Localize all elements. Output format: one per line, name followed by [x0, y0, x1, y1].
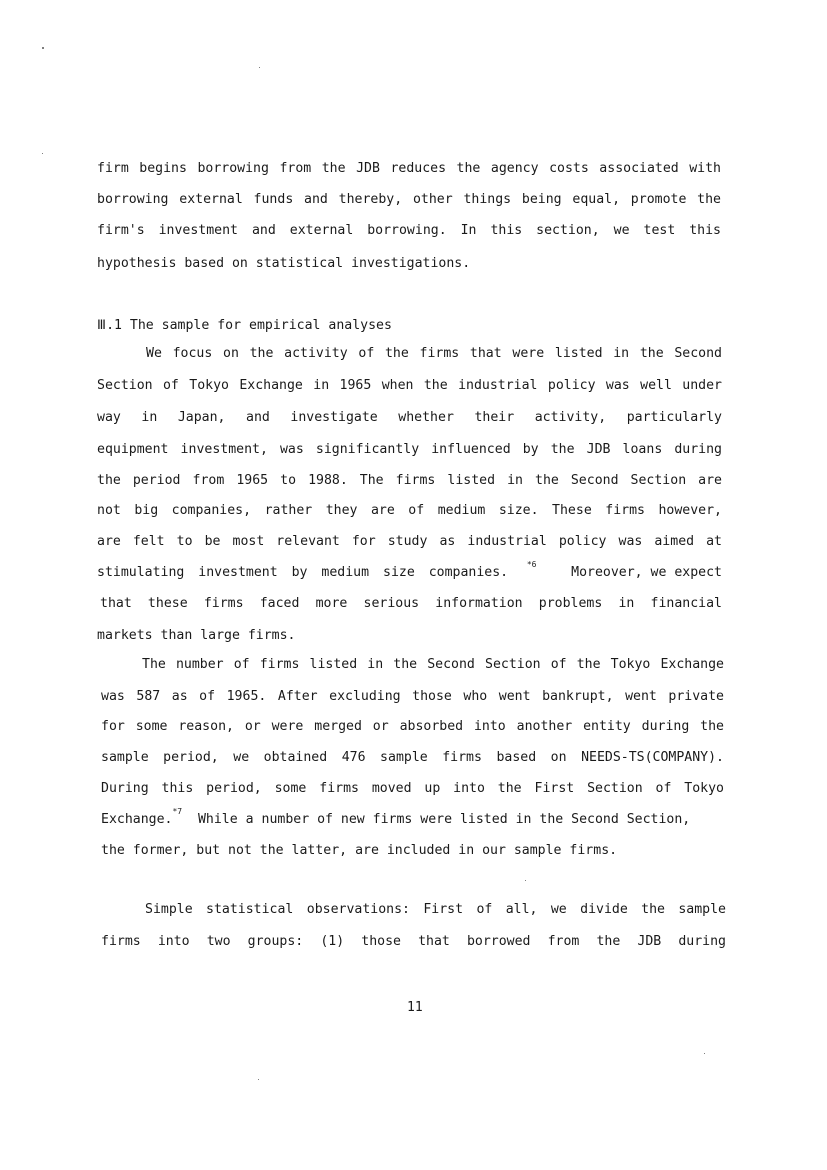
paragraph-2-line-7: are felt to be most relevant for study as industrial policy was aimed at [97, 534, 722, 549]
scan-speck [42, 47, 44, 49]
paragraph-3-line-4: sample period, we obtained 476 sample firms based on NEEDS-TS(COMPANY). [101, 750, 724, 765]
footnote-marker-7: *7 [172, 807, 183, 816]
paragraph-4-line-1: Simple statistical observations: First of all, we divide the sample [145, 902, 726, 917]
paragraph-4-line-2: firms into two groups: (1) those that borrowed from the JDB during [101, 934, 726, 949]
scan-speck [258, 1079, 259, 1080]
paragraph-2-line-8-text: stimulating investment by medium size companies. [97, 565, 509, 580]
paragraph-3-line-1: The number of firms listed in the Second Section of the Tokyo Exchange [142, 657, 724, 672]
paragraph-3-line-2: was 587 as of 1965. After excluding those who went bankrupt, went private [101, 689, 724, 704]
paragraph-2-line-10: markets than large firms. [97, 628, 296, 643]
paragraph-2-line-2: Section of Tokyo Exchange in 1965 when the industrial policy was well under [97, 378, 722, 393]
paragraph-2-line-1: We focus on the activity of the firms that were listed in the Second [146, 346, 722, 361]
paragraph-1-line-3: firm's investment and external borrowing. In this section, we test this [97, 223, 721, 238]
paragraph-1-line-4: hypothesis based on statistical investigations. [97, 256, 471, 271]
paragraph-2-line-6: not big companies, rather they are of medium size. These firms however, [97, 503, 722, 518]
section-heading: Ⅲ.1 The sample for empirical analyses [97, 318, 392, 333]
paragraph-3-line-7: the former, but not the latter, are included in our sample firms. [101, 843, 618, 858]
paragraph-1-line-2: borrowing external funds and thereby, other things being equal, promote the [97, 192, 721, 207]
paragraph-1-line-1: firm begins borrowing from the JDB reduces the agency costs associated with [97, 161, 721, 176]
scan-speck [259, 67, 260, 68]
paragraph-3-line-6-tail: While a number of new firms were listed in the Second Section, [182, 812, 691, 827]
paragraph-2-line-8 [97, 560, 722, 581]
page-number: 11 [407, 1000, 423, 1015]
scan-speck [704, 1053, 705, 1054]
scan-speck [42, 153, 43, 154]
paragraph-2-line-4: equipment investment, was significantly influenced by the JDB loans during [97, 442, 722, 457]
paragraph-3-line-3: for some reason, or were merged or absorbed into another entity during the [101, 719, 724, 734]
paragraph-2-line-8-tail: Moreover, we expect [555, 565, 722, 580]
paragraph-2-line-9: that these firms faced more serious information problems in financial [100, 596, 722, 611]
paragraph-3-line-6 [101, 807, 723, 828]
paragraph-3-line-5: During this period, some firms moved up into the First Section of Tokyo [101, 781, 724, 796]
scan-speck [525, 880, 526, 881]
paragraph-3-line-6-text: Exchange. [101, 812, 173, 827]
footnote-marker-6: *6 [526, 560, 537, 569]
paragraph-2-line-5: the period from 1965 to 1988. The firms listed in the Second Section are [97, 473, 722, 488]
paragraph-2-line-3: way in Japan, and investigate whether their activity, particularly [97, 410, 722, 425]
